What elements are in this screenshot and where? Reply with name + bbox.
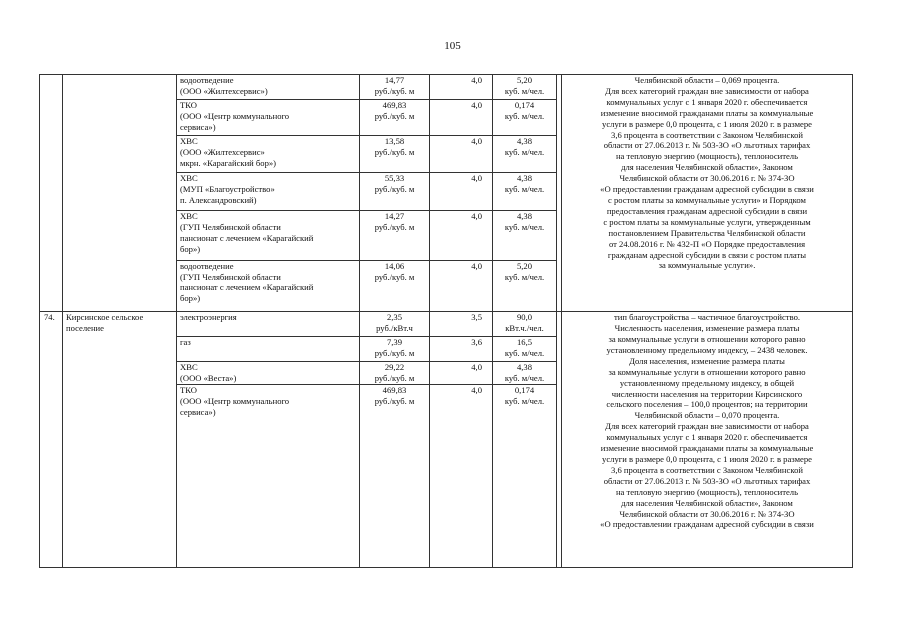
description-cell-line: услуги в размере 0,0 процента, с 1 июля 2020 г. в размере [602,453,812,464]
norm-cell [493,361,557,385]
description-cell [562,75,853,312]
service-cell [177,135,360,172]
table-row [40,312,853,337]
description-cell-line: «О предоставлении гражданам адресной субсидии в связи [600,519,814,530]
price-cell-line: руб./куб. м [374,271,415,282]
description-cell-line: Для всех категорий граждан вне зависимости от набора [605,85,809,96]
price-cell-line: 13,58 [384,135,405,146]
norm-cell [493,211,557,261]
price-cell [360,75,430,100]
settlement-cell [63,312,177,568]
norm-cell-line: куб. м/чел. [504,347,545,358]
description-cell-line: области от 27.06.2013 г. № 503-ЗО «О льготных тарифах [603,475,811,486]
price-cell-line: руб./куб. м [374,222,415,233]
norm-cell-line: 90,0 [516,312,533,323]
price-cell-line: руб./куб. м [374,372,415,383]
description-cell-line: Численность населения, изменение размера платы [614,323,800,334]
service-cell-line: п. Александровский) [180,194,257,205]
service-cell-line: мкрн. «Карагайский бор») [180,157,277,168]
description-cell-line: с ростом платы за коммунальные услуги, утвержденным [603,216,811,227]
description-cell-line: изменение вносимой гражданами платы за коммунальные [600,107,814,118]
service-cell-line: сервиса») [180,407,216,418]
price-cell [360,385,430,568]
service-cell-line: пансионат с лечением «Карагайский [180,282,314,293]
norm-cell-line: 4,38 [516,211,533,222]
price-cell [360,312,430,337]
price-cell-line: руб./куб. м [374,347,415,358]
price-cell-line: руб./куб. м [374,110,415,121]
price-cell-line: 55,33 [384,172,405,183]
description-cell-line: коммунальных услуг с 1 января 2020 г. обеспечивается [606,432,808,443]
percent-cell: 4,0 [430,99,493,135]
price-cell-line: 469,83 [382,99,407,110]
row-number-cell: 74. [40,312,63,568]
description-cell-line: с ростом платы за коммунальные услуги» и Порядком [608,194,806,205]
norm-cell-line: куб. м/чел. [504,110,545,121]
norm-cell-line: 4,38 [516,135,533,146]
description-cell-line: Для всех категорий граждан вне зависимости от набора [605,421,809,432]
description-cell-line: численности населения на территории Кирсинского [611,388,803,399]
price-cell-line: 469,83 [382,385,407,396]
description-cell-line: за коммунальные услуги». [658,260,756,271]
price-cell [360,172,430,210]
description-cell-line: 3,6 процента в соответствии с Законом Челябинской [611,129,803,140]
settlement-cell [63,75,177,312]
norm-cell [493,336,557,361]
norm-cell-line: куб. м/чел. [504,85,545,96]
norm-cell [493,260,557,312]
description-cell-line: области от 27.06.2013 г. № 503-ЗО «О льготных тарифах [603,140,811,151]
percent-cell: 4,0 [430,211,493,261]
percent-cell: 4,0 [430,75,493,100]
service-cell-line: (МУП «Благоустройство» [180,183,275,194]
price-cell [360,336,430,361]
norm-cell-line: куб. м/чел. [504,146,545,157]
service-cell [177,312,360,337]
description-cell-line: установленному предельному индексу, – 2438 человек. [606,344,808,355]
service-cell-line: пансионат с лечением «Карагайский [180,232,314,243]
description-cell-line: предоставления гражданам адресной субсидии в связи [606,205,808,216]
norm-cell [493,385,557,568]
price-cell-line: 14,27 [384,211,405,222]
service-cell [177,361,360,385]
service-cell-line: (ГУП Челябинской области [180,271,281,282]
norm-cell-line: 0,174 [514,99,535,110]
service-cell-line: (ООО «Жилтехсервис» [180,146,265,157]
description-cell-line: за коммунальные услуги в отношении которого равно [608,366,806,377]
norm-cell [493,75,557,100]
service-cell-line: (ООО «Центр коммунального [180,110,290,121]
page-number: 105 [444,40,461,52]
price-cell [360,135,430,172]
service-cell-line: (ГУП Челябинской области [180,222,281,233]
service-cell [177,99,360,135]
table-body [40,75,853,568]
norm-cell-line: 4,38 [516,172,533,183]
description-cell-line: Челябинской области от 30.06.2016 г. № 374-ЗО [619,508,795,519]
description-cell [562,312,853,568]
service-cell-line: газ [180,336,191,347]
service-cell-line: (ООО «Жилтехсервис») [180,85,268,96]
percent-cell: 3,6 [430,336,493,361]
price-cell-line: 29,22 [384,361,405,372]
service-cell [177,260,360,312]
norm-cell-line: куб. м/чел. [504,271,545,282]
service-cell [177,75,360,100]
price-cell-line: 14,06 [384,260,405,271]
service-cell [177,385,360,568]
price-cell-line: руб./куб. м [374,85,415,96]
service-cell [177,336,360,361]
description-cell-line: за коммунальные услуги в отношении которого равно [608,334,806,344]
price-cell-line: руб./кВт.ч [376,323,413,334]
norm-cell [493,312,557,337]
norm-cell-line: куб. м/чел. [504,396,545,407]
description-cell-line: 3,6 процента в соответствии с Законом Челябинской [611,464,803,475]
price-cell [360,211,430,261]
percent-cell: 4,0 [430,385,493,568]
norm-cell-line: 16,5 [516,336,533,347]
description-cell-line: на тепловую энергию (мощность), теплоноситель [615,151,799,162]
norm-cell [493,172,557,210]
service-cell-line: водоотведение [180,260,234,271]
service-cell-line: (ООО «Веста») [180,372,237,383]
service-cell-line: водоотведение [180,75,234,85]
norm-cell-line: 5,20 [516,260,533,271]
description-cell-line: Доля населения, изменение размера платы [629,355,785,366]
norm-cell [493,135,557,172]
price-cell-line: руб./куб. м [374,396,415,407]
description-cell-line: для населения Челябинской области», Законом [621,497,793,508]
price-cell-line: руб./куб. м [374,146,415,157]
description-cell-line: «О предоставлении гражданам адресной субсидии в связи [600,184,814,195]
price-cell [360,99,430,135]
norm-cell-line: 0,174 [514,385,535,396]
norm-cell-line: куб. м/чел. [504,372,545,383]
norm-cell-line: кВт.ч./чел. [505,323,544,334]
row-number-cell [40,75,63,312]
table-row [40,75,853,100]
description-cell-line: постановлением Правительства Челябинской области [608,227,806,238]
description-cell-line: изменение вносимой гражданами платы за коммунальные [600,443,814,454]
description-cell-line: услуги в размере 0,0 процента, с 1 июля 2020 г. в размере [602,118,812,129]
description-cell-line: сельского поселения – 100,0 процентов; на территории [606,399,808,410]
service-cell-line: ТКО [180,385,197,396]
service-cell [177,211,360,261]
tariff-table [39,74,853,568]
percent-cell: 4,0 [430,361,493,385]
norm-cell-line: 4,38 [516,361,533,372]
description-cell-line: установленному предельному индексу, в общей [619,377,795,388]
norm-cell-line: 5,20 [516,75,533,85]
service-cell-line: (ООО «Центр коммунального [180,396,290,407]
service-cell-line: электроэнергия [180,312,237,323]
description-cell-line: тип благоустройства – частичное благоустройство. [613,312,801,323]
service-cell-line: ХВС [180,172,198,183]
description-cell-line: на тепловую энергию (мощность), теплоноситель [615,486,799,497]
norm-cell [493,99,557,135]
description-cell-line: от 24.08.2016 г. № 432-П «О Порядке предоставления [608,238,806,249]
price-cell [360,260,430,312]
percent-cell: 3,5 [430,312,493,337]
settlement-cell-line: поселение [66,323,104,334]
service-cell-line: бор») [180,293,201,304]
service-cell-line: бор») [180,243,201,254]
norm-cell-line: куб. м/чел. [504,183,545,194]
percent-cell: 4,0 [430,135,493,172]
description-cell-line: гражданам адресной субсидии в связи с ростом платы [607,249,807,260]
service-cell-line: сервиса») [180,121,216,132]
description-cell-line: коммунальных услуг с 1 января 2020 г. обеспечивается [606,96,808,107]
price-cell-line: руб./куб. м [374,183,415,194]
percent-cell: 4,0 [430,260,493,312]
service-cell [177,172,360,210]
norm-cell-line: куб. м/чел. [504,222,545,233]
service-cell-line: ХВС [180,361,198,372]
price-cell [360,361,430,385]
service-cell-line: ХВС [180,211,198,222]
service-cell-line: ХВС [180,135,198,146]
percent-cell: 4,0 [430,172,493,210]
description-cell-line: Челябинской области – 0,070 процента. [634,410,780,421]
service-cell-line: ТКО [180,99,197,110]
description-cell-line: Челябинской области от 30.06.2016 г. № 374-ЗО [619,173,795,184]
settlement-cell-line: Кирсинское сельское [66,312,144,323]
price-cell-line: 7,39 [386,336,403,347]
price-cell-line: 14,77 [384,75,405,85]
price-cell-line: 2,35 [386,312,403,323]
description-cell-line: для населения Челябинской области», Законом [621,162,793,173]
description-cell-line: Челябинской области – 0,069 процента. [634,75,780,85]
